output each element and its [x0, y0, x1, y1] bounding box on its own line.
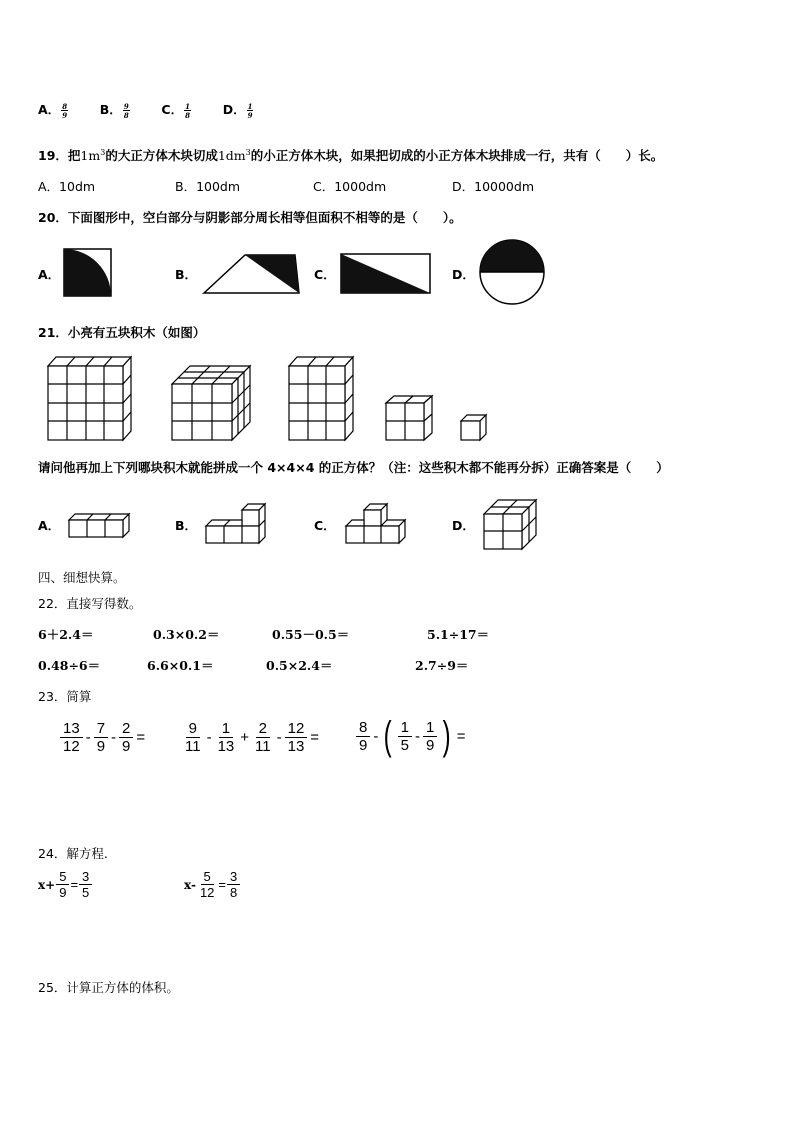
q22-item: 0.55－0.5＝ — [272, 627, 350, 642]
q22-item: 0.3×0.2＝ — [153, 627, 220, 642]
option-d-block — [484, 500, 536, 549]
option-c[interactable]: C． $\frac{1}{8}$ — [161, 101, 190, 120]
option-c-block — [346, 504, 405, 543]
q21-label-b[interactable]: B． — [175, 518, 198, 533]
q23-expression-2: $\frac{9}{11}$ - $\frac{1}{13}$ + $\frac{2}{11}$ - $\frac{12}{13}$ = — [185, 720, 320, 755]
q21-text: 21．小亮有五块积木（如图） — [38, 325, 206, 340]
q21-label-c[interactable]: C． — [314, 518, 336, 533]
q19-option-b[interactable]: B．100dm — [175, 179, 241, 194]
q23-text: 23．简算 — [38, 689, 92, 704]
q19-option-a[interactable]: A．10dm — [38, 179, 96, 194]
option-a[interactable]: A． $\frac{8}{9}$ — [38, 101, 68, 120]
q21-label-a[interactable]: A． — [38, 518, 61, 533]
section-4-heading: 四、细想快算。 — [38, 570, 126, 585]
q21-label-d[interactable]: D． — [452, 518, 475, 533]
q20-label-b[interactable]: B． — [175, 267, 198, 282]
q19-option-c[interactable]: C．1000dm — [313, 179, 387, 194]
option-d[interactable]: D． $\frac{1}{9}$ — [222, 101, 253, 120]
option-b[interactable]: B． $\frac{9}{8}$ — [99, 101, 129, 120]
q24-equation-2: x- $\frac{5}{12}$ = $\frac{3}{8}$ — [184, 870, 240, 899]
q22-item: 5.1÷17＝ — [427, 627, 490, 642]
q22-item: 2.7÷9＝ — [415, 658, 469, 673]
q25-text: 25．计算正方体的体积。 — [38, 980, 179, 995]
q21-question: 请问他再加上下列哪块积木就能拼成一个 4×4×4 的正方体？（注：这些积木都不能再分拆）正确答案是（ ） — [38, 460, 669, 475]
left-paren: ( — [384, 714, 393, 758]
option-a-block — [69, 514, 129, 537]
q20-text: 20．下面图形中，空白部分与阴影部分周长相等但面积不相等的是（ ）。 — [38, 210, 462, 225]
q24-equation-1: x+ $\frac{5}{9}$ = $\frac{3}{5}$ — [38, 870, 92, 899]
q20-label-a[interactable]: A． — [38, 267, 61, 282]
right-paren: ) — [443, 714, 452, 758]
q22-item: 0.5×2.4＝ — [266, 658, 333, 673]
q23-expression-3: $\frac{8}{9}$ - ( $\frac{1}{5}$ - $\frac{1}{9}$ ) = — [356, 716, 465, 756]
q20-label-c[interactable]: C． — [314, 267, 336, 282]
q22-item: 0.48÷6＝ — [38, 658, 101, 673]
q24-text: 24．解方程. — [38, 846, 108, 861]
q22-text: 22．直接写得数。 — [38, 596, 142, 611]
q22-item: 6.6×0.1＝ — [147, 658, 214, 673]
option-b-block — [206, 504, 265, 543]
q20-label-d[interactable]: D． — [452, 267, 475, 282]
q19-option-d[interactable]: D．10000dm — [452, 179, 535, 194]
q23-expression-1: $\frac{13}{12}$ - $\frac{7}{9}$ - $\frac{2}{9}$ = — [60, 721, 145, 754]
q19-text: 19．把$1m^3$的大正方体木块切成$1dm^3$的小正方体木块，如果把切成的小正方体木块排成一行，共有（ ）长。 — [38, 147, 664, 163]
q21-option-blocks — [0, 0, 794, 560]
q22-item: 6＋2.4＝ — [38, 627, 94, 642]
